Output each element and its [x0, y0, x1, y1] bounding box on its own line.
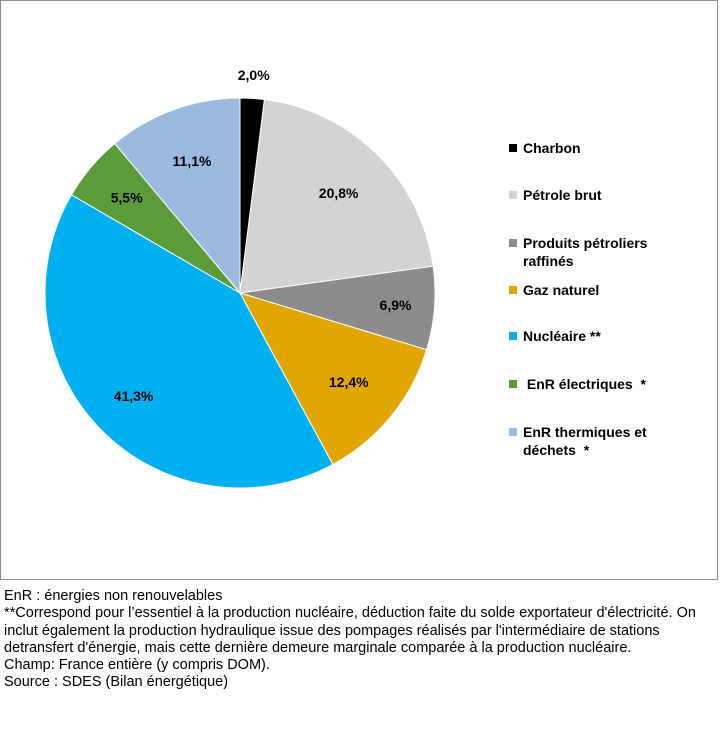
legend-swatch	[509, 144, 517, 152]
legend-item-gaz-naturel	[509, 281, 713, 299]
note-definition: EnR : énergies non renouvelables	[4, 588, 223, 604]
note-nuclear: **Correspond pour l’essentiel à la production nucléaire, déduction faite du solde exportateur d'électricité. On inclut également la production hydraulique issue des pompages réalisés par l'intermédiaire de stations detransfert d'énergie, mais cette dernière demeure marginale comparée à la production nucléaire.	[4, 605, 696, 656]
pie-data-label-5: 41,3%	[113, 388, 154, 405]
legend-swatch	[509, 428, 517, 436]
legend-label: EnR électriques *	[523, 376, 646, 392]
footnotes	[4, 588, 720, 692]
legend-item-produits-petroliers	[509, 234, 713, 270]
legend-label: EnR thermiques et déchets *	[523, 424, 647, 458]
pie-data-label-6: 5,5%	[110, 189, 143, 206]
legend-swatch	[509, 239, 517, 247]
legend-label: Produits pétroliers raffinés	[523, 235, 648, 269]
pie-data-label-7: 11,1%	[172, 153, 212, 170]
legend-swatch	[509, 286, 517, 294]
legend-item-charbon	[509, 139, 713, 157]
pie-data-label-3: 6,9%	[379, 297, 412, 314]
legend-item-petrole-brut	[509, 186, 713, 204]
legend-label: Charbon	[523, 140, 581, 156]
note-source: Source : SDES (Bilan énergétique)	[4, 674, 229, 691]
pie-data-label-4: 12,4%	[328, 373, 369, 390]
legend-label: Pétrole brut	[523, 187, 602, 203]
pie-slices	[45, 98, 435, 488]
legend-swatch	[509, 332, 517, 340]
legend-swatch	[509, 380, 517, 388]
note-scope: Champ: France entière (y compris DOM).	[4, 657, 270, 674]
legend-item-enr-electriques	[509, 375, 713, 393]
legend-item-nucleaire	[509, 327, 713, 345]
legend-swatch	[509, 191, 517, 199]
pie-data-label-2: 20,8%	[318, 185, 359, 202]
legend-item-enr-thermiques	[509, 423, 713, 459]
legend-label: Gaz naturel	[523, 282, 600, 298]
pie-data-label-1: 2,0%	[237, 67, 270, 84]
legend-label: Nucléaire **	[523, 328, 601, 344]
